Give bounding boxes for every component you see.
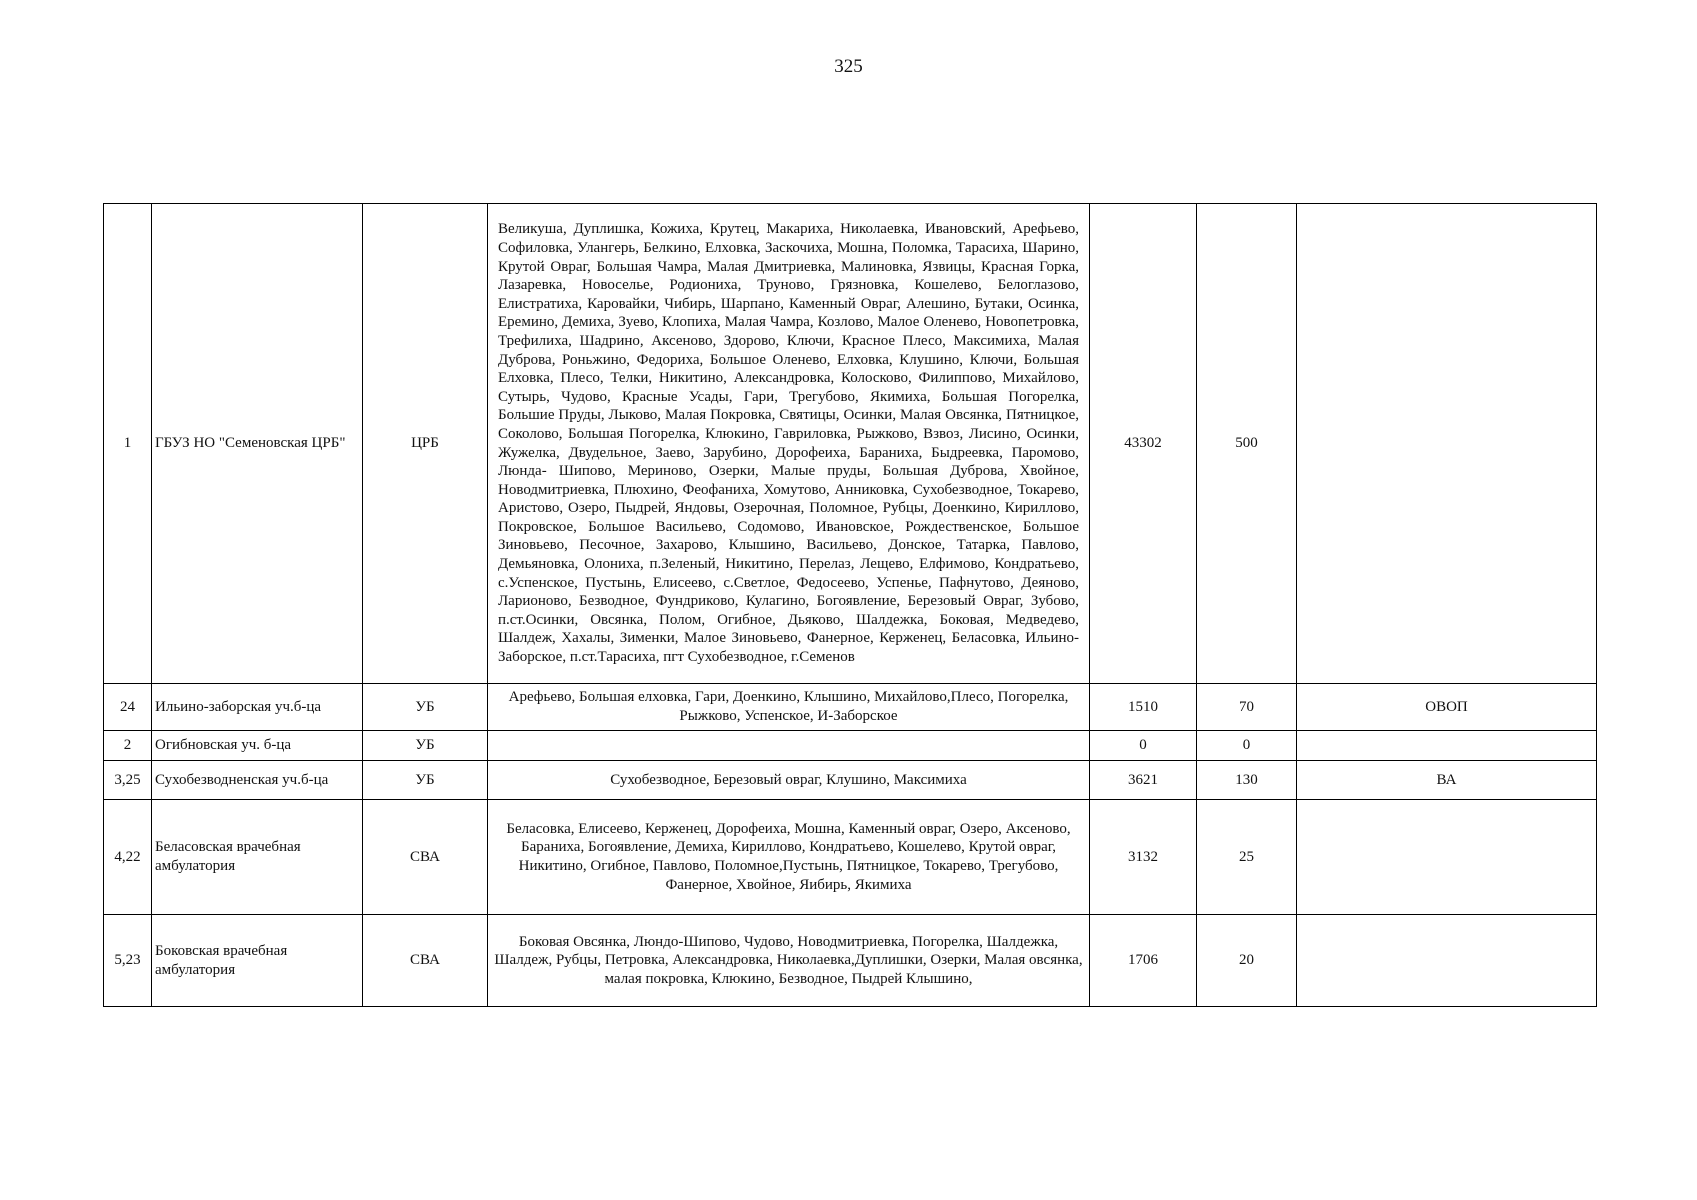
table-row: [104, 204, 1597, 684]
table-row: [104, 684, 1597, 731]
served-settlements: Великуша, Дуплишка, Кожиха, Крутец, Макариха, Николаевка, Ивановский, Арефьево, Софиловка, Улангерь, Белкино, Елховка, Заскочиха, Мошна, Поломка, Тарасиха, Шарино, Крутой Овраг, Большая Чамра, Малая Дмитриевка, Малиновка, Язвицы, Красная Горка, Лазаревка, Новоселье, Родиониха, Труново, Грязновка, Кошелево, Белоглазово, Елистратиха, Каровайки, Чибирь, Шарпано, Каменный Овраг, Алешино, Бутаки, Осинка, Еремино, Демиха, Зуево, Клопиха, Малая Чамра, Козлово, Малое Оленево, Новопетровка, Трефилиха, Шадрино, Аксеново, Здорово, Ключи, Красное Плесо, Максимиха, Малая Дуброва, Роньжино, Федориха, Большое Оленево, Елховка, Клушино, Ключи, Большая Елховка, Плесо, Телки, Никитино, Александровка, Колосково, Филиппово, Михайлово, Сутырь, Чудово, Красные Усады, Гари, Трегубово, Якимиха, Большая Погорелка, Большие Пруды, Лыково, Малая Покровка, Святицы, Осинки, Малая Овсянка, Пятницкое, Соколово, Большая Погорелка, Клюкино, Гавриловка, Рыжково, Взвоз, Лисино, Осинки, Жужелка, Двудельное, Заево, Зарубино, Дорофеиха, Бараниха, Быдреевка, Паромово, Люнда- Шипово, Мериново, Озерки, Малые пруды, Большая Дуброва, Хвойное, Новодмитриевка, Плюхино, Феофаниха, Хомутово, Анниковка, Сухобезводное, Токарево, Аристово, Озеро, Пыдрей, Яндовы, Озерочная, Поломное, Рубцы, Доенкино, Кириллово, Покровское, Большое Васильево, Содомово, Ивановское, Рождественское, Большое Зиновьево, Песочное, Захарово, Клышино, Васильево, Донское, Татарка, Павлово, Демьяновка, Олониха, п.Зеленый, Никитино, Перелаз, Лещево, Елфимово, Кондратьево, с.Успенское, Пустынь, Елисеево, с.Светлое, Федосеево, Успенье, Пафнутово, Деяново, Ларионово, Безводное, Фундриково, Кулагино, Богоявление, Березовый Овраг, Зубово, п.ст.Осинки, Овсянка, Полом, Огибное, Дьяково, Шалдежка, Боковая, Медведево, Шалдеж, Хахалы, Зименки, Малое Зиновьево, Фанерное, Керженец, Беласовка, Ильино- Заборское, п.ст.Тарасиха, пгт Сухобезводное, г.Семенов: [488, 204, 1090, 684]
note: [1297, 731, 1597, 761]
facility-type: УБ: [363, 684, 488, 731]
table-row: [104, 915, 1597, 1007]
beds: 0: [1197, 731, 1297, 761]
row-number: 3,25: [104, 761, 152, 800]
beds: 70: [1197, 684, 1297, 731]
table-row: [104, 800, 1597, 915]
row-number: 24: [104, 684, 152, 731]
note: ВА: [1297, 761, 1597, 800]
page-number: 325: [834, 56, 863, 77]
row-number: 5,23: [104, 915, 152, 1007]
beds: 20: [1197, 915, 1297, 1007]
facility-type: СВА: [363, 800, 488, 915]
population: 1510: [1090, 684, 1197, 731]
served-settlements: [488, 731, 1090, 761]
facility-name: Боковская врачебная амбулатория: [152, 915, 363, 1007]
facility-type: ЦРБ: [363, 204, 488, 684]
population: 3621: [1090, 761, 1197, 800]
facility-name: ГБУЗ НО "Семеновская ЦРБ": [152, 204, 363, 684]
population: 1706: [1090, 915, 1197, 1007]
served-settlements: Боковая Овсянка, Люндо-Шипово, Чудово, Новодмитриевка, Погорелка, Шалдежка, Шалдеж, Рубцы, Петровка, Александровка, Николаевка,Дуплишки, Озерки, Малая овсянка, малая покровка, Клюкино, Безводное, Пыдрей Клышино,: [488, 915, 1090, 1007]
table-row: [104, 731, 1597, 761]
facility-name: Сухобезводненская уч.б-ца: [152, 761, 363, 800]
facilities-table: [103, 203, 1597, 1007]
note: [1297, 800, 1597, 915]
table-row: [104, 761, 1597, 800]
facility-name: Ильино-заборская уч.б-ца: [152, 684, 363, 731]
facility-type: УБ: [363, 761, 488, 800]
note: [1297, 204, 1597, 684]
served-settlements: Арефьево, Большая елховка, Гари, Доенкино, Клышино, Михайлово,Плесо, Погорелка, Рыжково, Успенское, И-Заборское: [488, 684, 1090, 731]
population: 0: [1090, 731, 1197, 761]
note: ОВОП: [1297, 684, 1597, 731]
served-settlements: Беласовка, Елисеево, Керженец, Дорофеиха, Мошна, Каменный овраг, Озеро, Аксеново, Бараниха, Богоявление, Демиха, Кириллово, Кондратьево, Кошелево, Крутой овраг, Никитино, Огибное, Павлово, Поломное,Пустынь, Пятницкое, Токарево, Трегубово, Фанерное, Хвойное, Яибирь, Якимиха: [488, 800, 1090, 915]
facility-name: Огибновская уч. б-ца: [152, 731, 363, 761]
facility-name: Беласовская врачебная амбулатория: [152, 800, 363, 915]
facility-type: УБ: [363, 731, 488, 761]
population: 43302: [1090, 204, 1197, 684]
row-number: 2: [104, 731, 152, 761]
beds: 500: [1197, 204, 1297, 684]
row-number: 4,22: [104, 800, 152, 915]
beds: 25: [1197, 800, 1297, 915]
note: [1297, 915, 1597, 1007]
served-settlements: Сухобезводное, Березовый овраг, Клушино, Максимиха: [488, 761, 1090, 800]
row-number: 1: [104, 204, 152, 684]
facility-type: СВА: [363, 915, 488, 1007]
beds: 130: [1197, 761, 1297, 800]
population: 3132: [1090, 800, 1197, 915]
